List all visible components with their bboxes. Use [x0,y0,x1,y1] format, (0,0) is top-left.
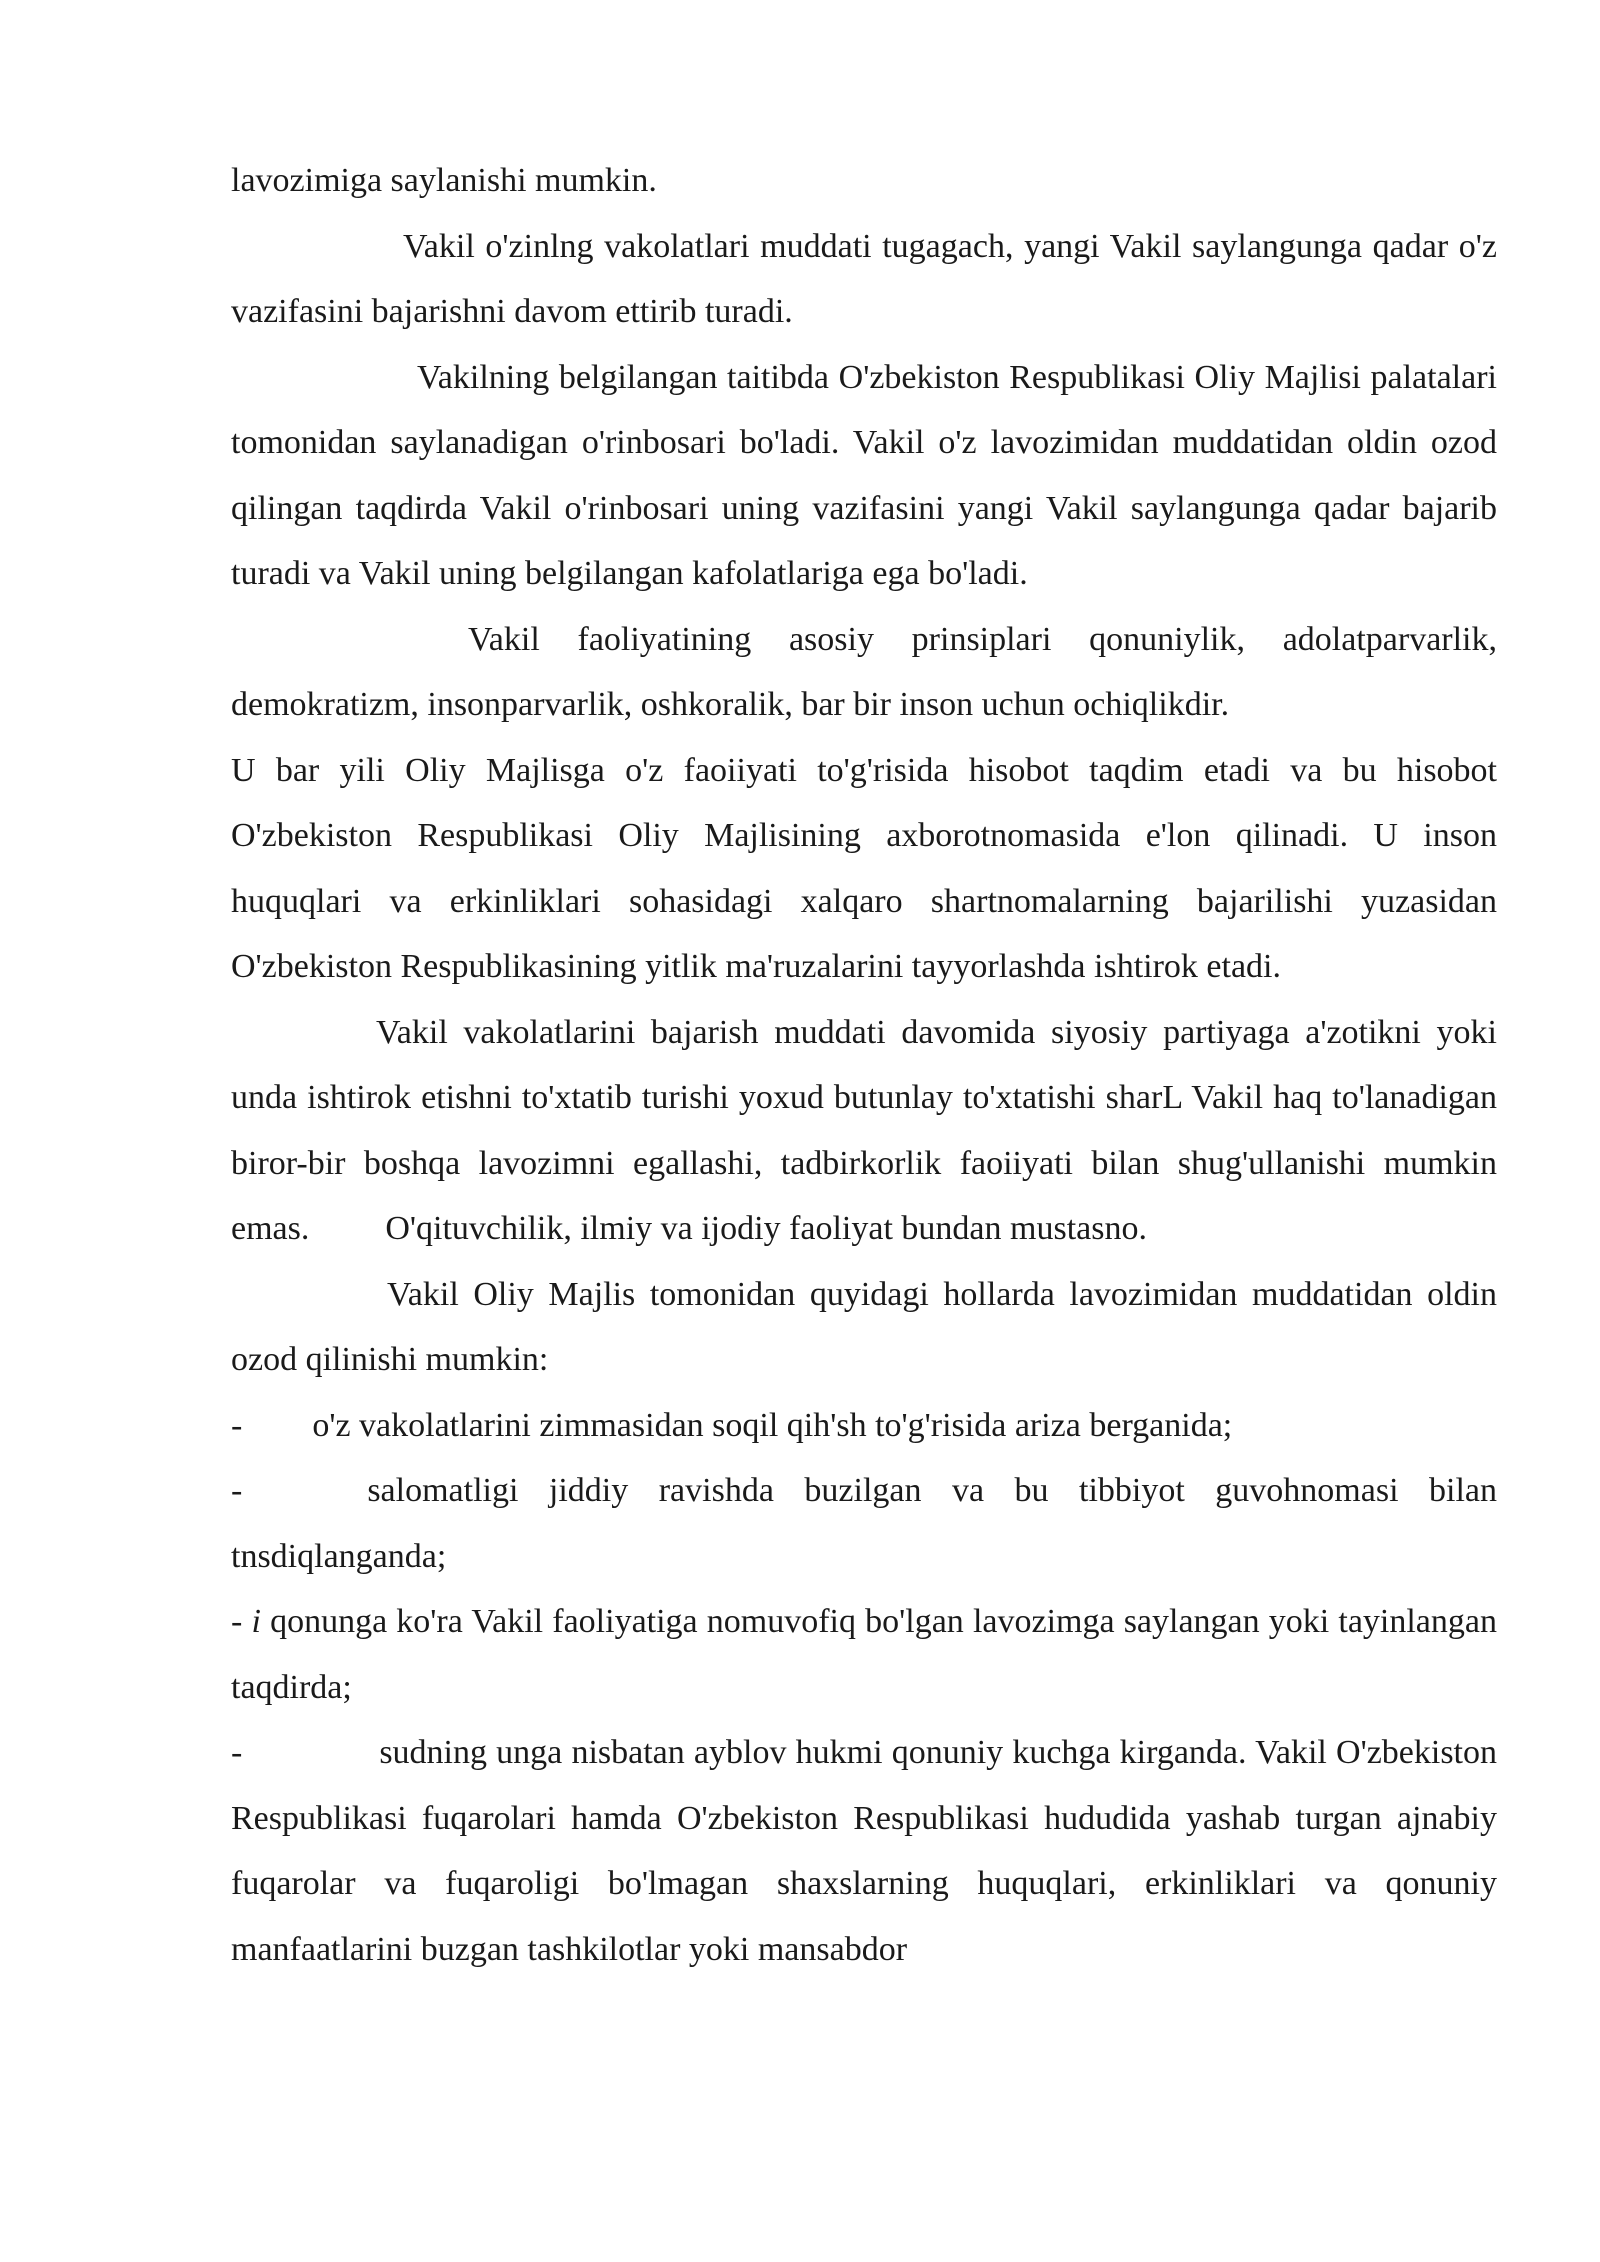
list-item [231,1589,1497,1720]
paragraph-4: Vakil faoliyatining asosiy prinsiplari qonuniylik, adolatparvarlik, demokratizm, insonparvarlik, oshkoralik, bar bir inson uchun ochiqlikdir. [231,620,1497,723]
document-page [231,148,1497,1982]
list-item [231,1393,1497,1459]
list-dash: - [231,1603,243,1640]
paragraph-7: Vakil Oliy Majlis tomonidan quyidagi hollarda lavozimidan muddatidan oldin ozod qilinishi mumkin: [231,1275,1497,1378]
paragraph-6-main: Vakil vakolatlarini bajarish muddati davomida siyosiy partiyaga a'zotikni yoki unda ishtirok etishni to'xtatib turishi yoxud butunlay to'xtatishi sharL Vakil haq to'lanadigan biror-bir boshqa lavozimni egallashi, tadbirkorlik faoiiyati bilan shug'ullanishi mumkin emas. [231,1013,1497,1247]
paragraph-6 [231,1000,1497,1262]
list-dash: - [231,1472,243,1509]
list-dash: - [231,1734,243,1771]
list-marker: i [251,1603,261,1640]
paragraph-2: Vakil o'zinlng vakolatlari muddati tugagach, yangi Vakil saylangunga qadar o'z vazifasini bajarishni davom ettirib turadi. [231,227,1497,330]
list-item-text: salomatligi jiddiy ravishda buzilgan va bu tibbiyot guvohnomasi bilan tnsdiqlanganda; [231,1472,1497,1575]
paragraph-1: lavozimiga saylanishi mumkin. [231,162,657,199]
paragraph-3: Vakilning belgilangan taitibda O'zbekiston Respublikasi Oliy Majlisi palatalari tomonidan saylanadigan o'rinbosari bo'ladi. Vakil o'z lavozimidan muddatidan oldin ozod qilingan taqdirda Vakil o'rinbosari uning vazifasini yangi Vakil saylangunga qadar bajarib turadi va Vakil uning belgilangan kafolatlariga ega bo'ladi. [231,358,1497,592]
list-dash: - [231,1406,243,1444]
paragraph-5: U bar yili Oliy Majlisga o'z faoiiyati to'g'risida hisobot taqdim etadi va bu hisobot O'zbekiston Respublikasi Oliy Majlisining axborotnomasida e'lon qilinadi. U inson huquqlari va erkinliklari sohasidagi xalqaro shartnomalarning bajarilishi yuzasidan O'zbekiston Respublikasining yitlik ma'ruzalarini tayyorlashda ishtirok etadi. [231,751,1497,985]
list-item-text: o'z vakolatlarini zimmasidan soqil qih'sh to'g'risida ariza berganida; [312,1406,1233,1444]
paragraph-6-exception: O'qituvchilik, ilmiy va ijodiy faoliyat bundan mustasno. [385,1210,1147,1247]
list-item [231,1720,1497,1982]
list-item-text: qonunga ko'ra Vakil faoliyatiga nomuvofiq bo'lgan lavozimga saylangan yoki tayinlangan taqdirda; [231,1603,1497,1706]
list-item-text: sudning unga nisbatan ayblov hukmi qonuniy kuchga kirganda. Vakil O'zbekiston Respublikasi fuqarolari hamda O'zbekiston Respublikasi hududida yashab turgan ajnabiy fuqarolar va fuqaroligi bo'lmagan shaxslarning huquqlari, erkinliklari va qonuniy manfaatlarini buzgan tashkilotlar yoki mansabdor [231,1734,1497,1968]
list-item [231,1458,1497,1589]
